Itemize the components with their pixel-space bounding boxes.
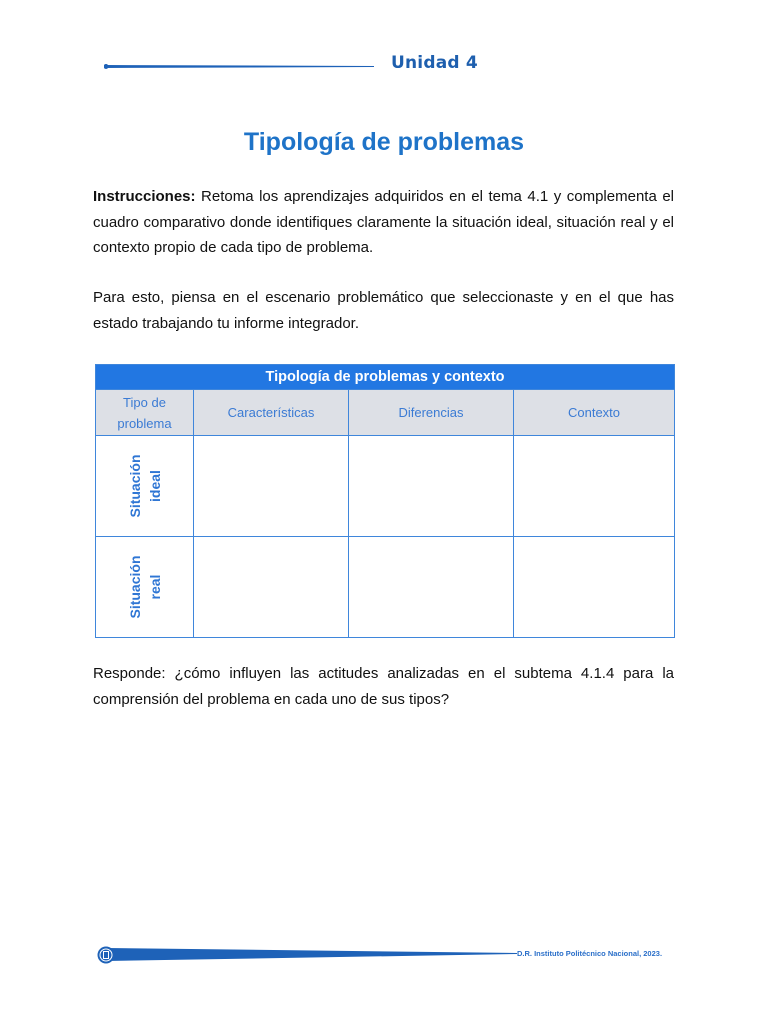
unit-label: Unidad 4 <box>391 53 478 73</box>
cell-ideal-diferencias[interactable] <box>349 436 514 537</box>
row-label-ideal: Situación ideal <box>126 454 163 518</box>
instructions-paragraph <box>93 184 674 261</box>
cell-real-caracteristicas[interactable] <box>194 537 349 638</box>
instructions-text: Retoma los aprendizajes adquiridos en el tema 4.1 y complementa el cuadro comparativo donde identifiques claramente la situación ideal, situación real y el contexto propio de cada tipo de problema. <box>93 188 674 256</box>
column-header-diferencias: Diferencias <box>349 390 514 436</box>
context-paragraph: Para esto, piensa en el escenario problemático que seleccionaste y en el que has estado trabajando tu informe integrador. <box>93 289 674 332</box>
row-label-cell-ideal <box>96 436 194 537</box>
cell-ideal-caracteristicas[interactable] <box>194 436 349 537</box>
instructions-lead: Instrucciones: <box>93 188 196 205</box>
page-title: Tipología de problemas <box>243 128 525 156</box>
header-decorative-line <box>104 64 374 69</box>
question-paragraph: Responde: ¿cómo influyen las actitudes analizadas en el subtema 4.1.4 para la comprensión del problema en cada uno de sus tipos? <box>93 665 674 708</box>
typology-table <box>95 364 675 638</box>
table-caption: Tipología de problemas y contexto <box>96 365 675 390</box>
column-header-caracteristicas: Características <box>194 390 349 436</box>
cell-ideal-contexto[interactable] <box>514 436 675 537</box>
row-label-cell-real <box>96 537 194 638</box>
cell-real-diferencias[interactable] <box>349 537 514 638</box>
row-label-real: Situación real <box>126 555 163 619</box>
table-row-real <box>96 537 675 638</box>
column-header-tipo: Tipo de problema <box>96 390 194 436</box>
footer-decorative-line <box>97 944 517 966</box>
footer-copyright: D.R. Instituto Politécnico Nacional, 2023. <box>517 949 663 958</box>
column-header-contexto: Contexto <box>514 390 675 436</box>
table-row-ideal <box>96 436 675 537</box>
cell-real-contexto[interactable] <box>514 537 675 638</box>
ipn-seal-icon <box>97 946 115 964</box>
